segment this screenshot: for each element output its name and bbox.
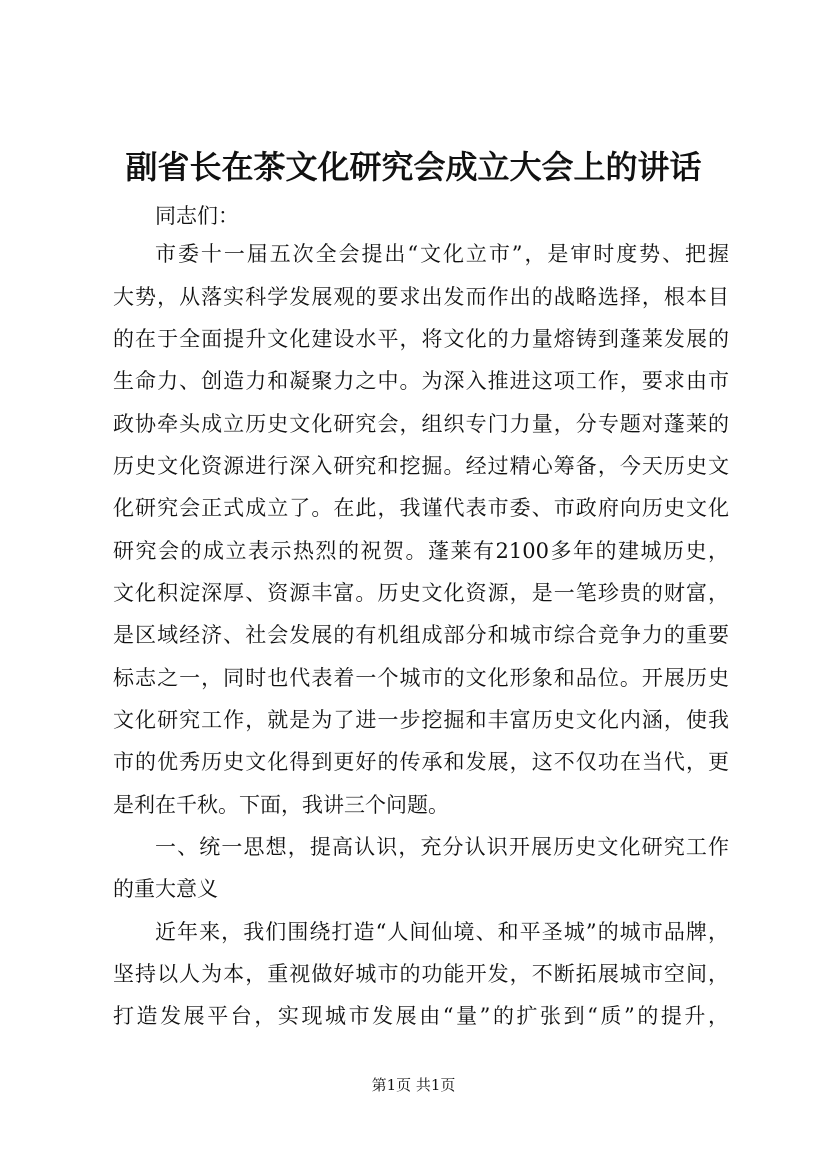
text-line: 市的优秀历史文化得到更好的传承和发展，这不仅功在当代，更 [113, 750, 729, 774]
text-line: 市委十一届五次全会提出“文化立市”，是审时度势、把握 [155, 242, 729, 266]
text-line: 近年来，我们围绕打造“人间仙境、和平圣城”的城市品牌， [155, 920, 729, 944]
section-heading: 的重大意义 [113, 877, 218, 901]
page-number: 第1页 共1页 [371, 1076, 456, 1094]
text-line: 政协牵头成立历史文化研究会，组织专门力量，分专题对蓬莱的 [113, 412, 729, 436]
text-line: 文化研究工作，就是为了进一步挖掘和丰富历史文化内涵，使我 [113, 708, 729, 732]
text-line: 标志之一，同时也代表着一个城市的文化形象和品位。开展历史 [113, 666, 729, 690]
text-line: 是区域经济、社会发展的有机组成部分和城市综合竞争力的重要 [113, 623, 729, 647]
text-line: 化研究会正式成立了。在此，我谨代表市委、市政府向历史文化 [113, 496, 729, 520]
text-line: 打造发展平台，实现城市发展由“量”的扩张到“质”的提升， [113, 1004, 729, 1028]
salutation: 同志们： [155, 204, 239, 228]
document-title: 副省长在茶文化研究会成立大会上的讲话 [125, 148, 702, 186]
text-line: 坚持以人为本，重视做好城市的功能开发，不断拓展城市空间， [113, 962, 729, 986]
text-line: 文化积淀深厚、资源丰富。历史文化资源，是一笔珍贵的财富， [113, 581, 729, 605]
text-line: 的在于全面提升文化建设水平，将文化的力量熔铸到蓬莱发展的 [113, 327, 729, 351]
text-line: 是利在千秋。下面，我讲三个问题。 [113, 793, 449, 817]
text-line: 历史文化资源进行深入研究和挖掘。经过精心筹备，今天历史文 [113, 454, 729, 478]
text-line: 大势，从落实科学发展观的要求出发而作出的战略选择，根本目 [113, 285, 729, 309]
text-line: 研究会的成立表示热烈的祝贺。蓬莱有2100多年的建城历史， [113, 539, 729, 563]
section-heading: 一、统一思想，提高认识，充分认识开展历史文化研究工作 [155, 835, 729, 859]
text-line: 生命力、创造力和凝聚力之中。为深入推进这项工作，要求由市 [113, 369, 729, 393]
